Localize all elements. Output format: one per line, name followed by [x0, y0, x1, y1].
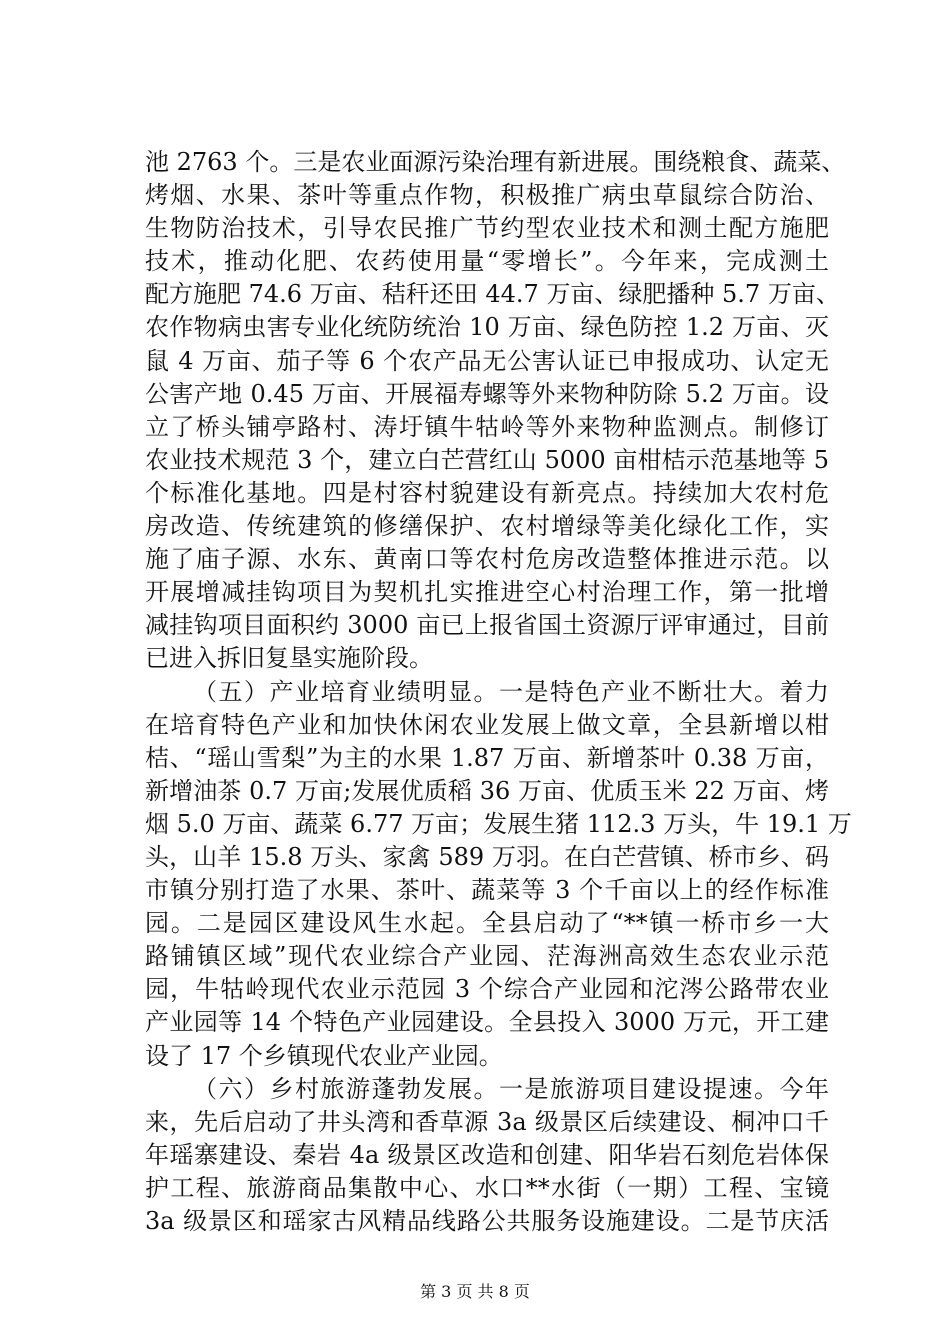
body-text — [145, 146, 852, 1238]
text-line: 头，山羊 15.8 万头、家禽 589 万羽。在白芒营镇、桥市乡、码 — [145, 842, 829, 871]
text-line: 设了 17 个乡镇现代农业产业园。 — [145, 1041, 503, 1070]
text-line: 农作物病虫害专业化统防统治 10 万亩、绿色防控 1.2 万亩、灭 — [145, 313, 829, 342]
text-line: 烟 5.0 万亩、蔬菜 6.77 万亩；发展生猪 112.3 万头，牛 19.1 万 — [145, 809, 852, 838]
text-line: （五）产业培育业绩明显。一是特色产业不断壮大。着力 — [193, 677, 829, 706]
text-line: 护工程、旅游商品集散中心、水口**水街（一期）工程、宝镜 — [145, 1173, 829, 1202]
text-line: 配方施肥 74.6 万亩、秸秆还田 44.7 万亩、绿肥播种 5.7 万亩、 — [145, 280, 840, 309]
text-line: 鼠 4 万亩、茄子等 6 个农产品无公害认证已申报成功、认定无 — [145, 346, 829, 375]
text-line: 施了庙子源、水东、黄南口等农村危房改造整体推进示范。以 — [145, 545, 829, 574]
text-line: 公害产地 0.45 万亩、开展福寿螺等外来物种防除 5.2 万亩。设 — [145, 379, 829, 408]
text-line: 立了桥头铺亭路村、涛圩镇牛牯岭等外来物种监测点。制修订 — [145, 412, 829, 441]
text-line: 减挂钩项目面积约 3000 亩已上报省国土资源厅评审通过，目前 — [145, 611, 829, 640]
text-line: 产业园等 14 个特色产业园建设。全县投入 3000 万元，开工建 — [145, 1008, 829, 1037]
text-line: 来，先后启动了井头湾和香草源 3a 级景区后续建设、桐冲口千 — [145, 1107, 829, 1136]
text-line: 新增油茶 0.7 万亩;发展优质稻 36 万亩、优质玉米 22 万亩、烤 — [145, 776, 829, 805]
text-line: 年瑶寨建设、秦岩 4a 级景区改造和创建、阳华岩石刻危岩体保 — [145, 1140, 829, 1169]
text-line: 园。二是园区建设风生水起。全县启动了“**镇一桥市乡一大 — [145, 909, 829, 938]
text-line: 已进入拆旧复垦实施阶段。 — [145, 644, 433, 673]
text-line: （六）乡村旅游蓬勃发展。一是旅游项目建设提速。今年 — [193, 1074, 829, 1103]
text-line: 生物防治技术，引导农民推广节约型农业技术和测土配方施肥 — [145, 214, 829, 243]
text-line: 桔、“瑶山雪梨”为主的水果 1.87 万亩、新增茶叶 0.38 万亩， — [145, 743, 829, 772]
text-line: 烤烟、水果、茶叶等重点作物，积极推广病虫草鼠综合防治、 — [145, 181, 829, 210]
text-line: 园，牛牯岭现代农业示范园 3 个综合产业园和沱涔公路带农业 — [145, 975, 829, 1004]
page-footer: 第 3 页 共 8 页 — [420, 1282, 530, 1301]
text-line: 开展增减挂钩项目为契机扎实推进空心村治理工作，第一批增 — [145, 578, 829, 607]
text-line: 农业技术规范 3 个，建立白芒营红山 5000 亩柑桔示范基地等 5 — [145, 445, 829, 474]
text-line: 个标准化基地。四是村容村貌建设有新亮点。持续加大农村危 — [145, 478, 829, 507]
text-line: 3a 级景区和瑶家古风精品线路公共服务设施建设。二是节庆活 — [145, 1207, 829, 1235]
text-line: 市镇分别打造了水果、茶叶、蔬菜等 3 个千亩以上的经作标准 — [145, 876, 829, 905]
text-line: 房改造、传统建筑的修缮保护、农村增绿等美化绿化工作，实 — [145, 512, 829, 541]
text-line: 池 2763 个。三是农业面源污染治理有新进展。围绕粮食、蔬菜、 — [145, 148, 846, 176]
text-line: 技术，推动化肥、农药使用量“零增长”。今年来，完成测土 — [145, 247, 829, 276]
text-line: 路铺镇区域”现代农业综合产业园、茫海洲高效生态农业示范 — [145, 942, 829, 971]
text-line: 在培育特色产业和加快休闲农业发展上做文章，全县新增以柑 — [145, 710, 829, 739]
